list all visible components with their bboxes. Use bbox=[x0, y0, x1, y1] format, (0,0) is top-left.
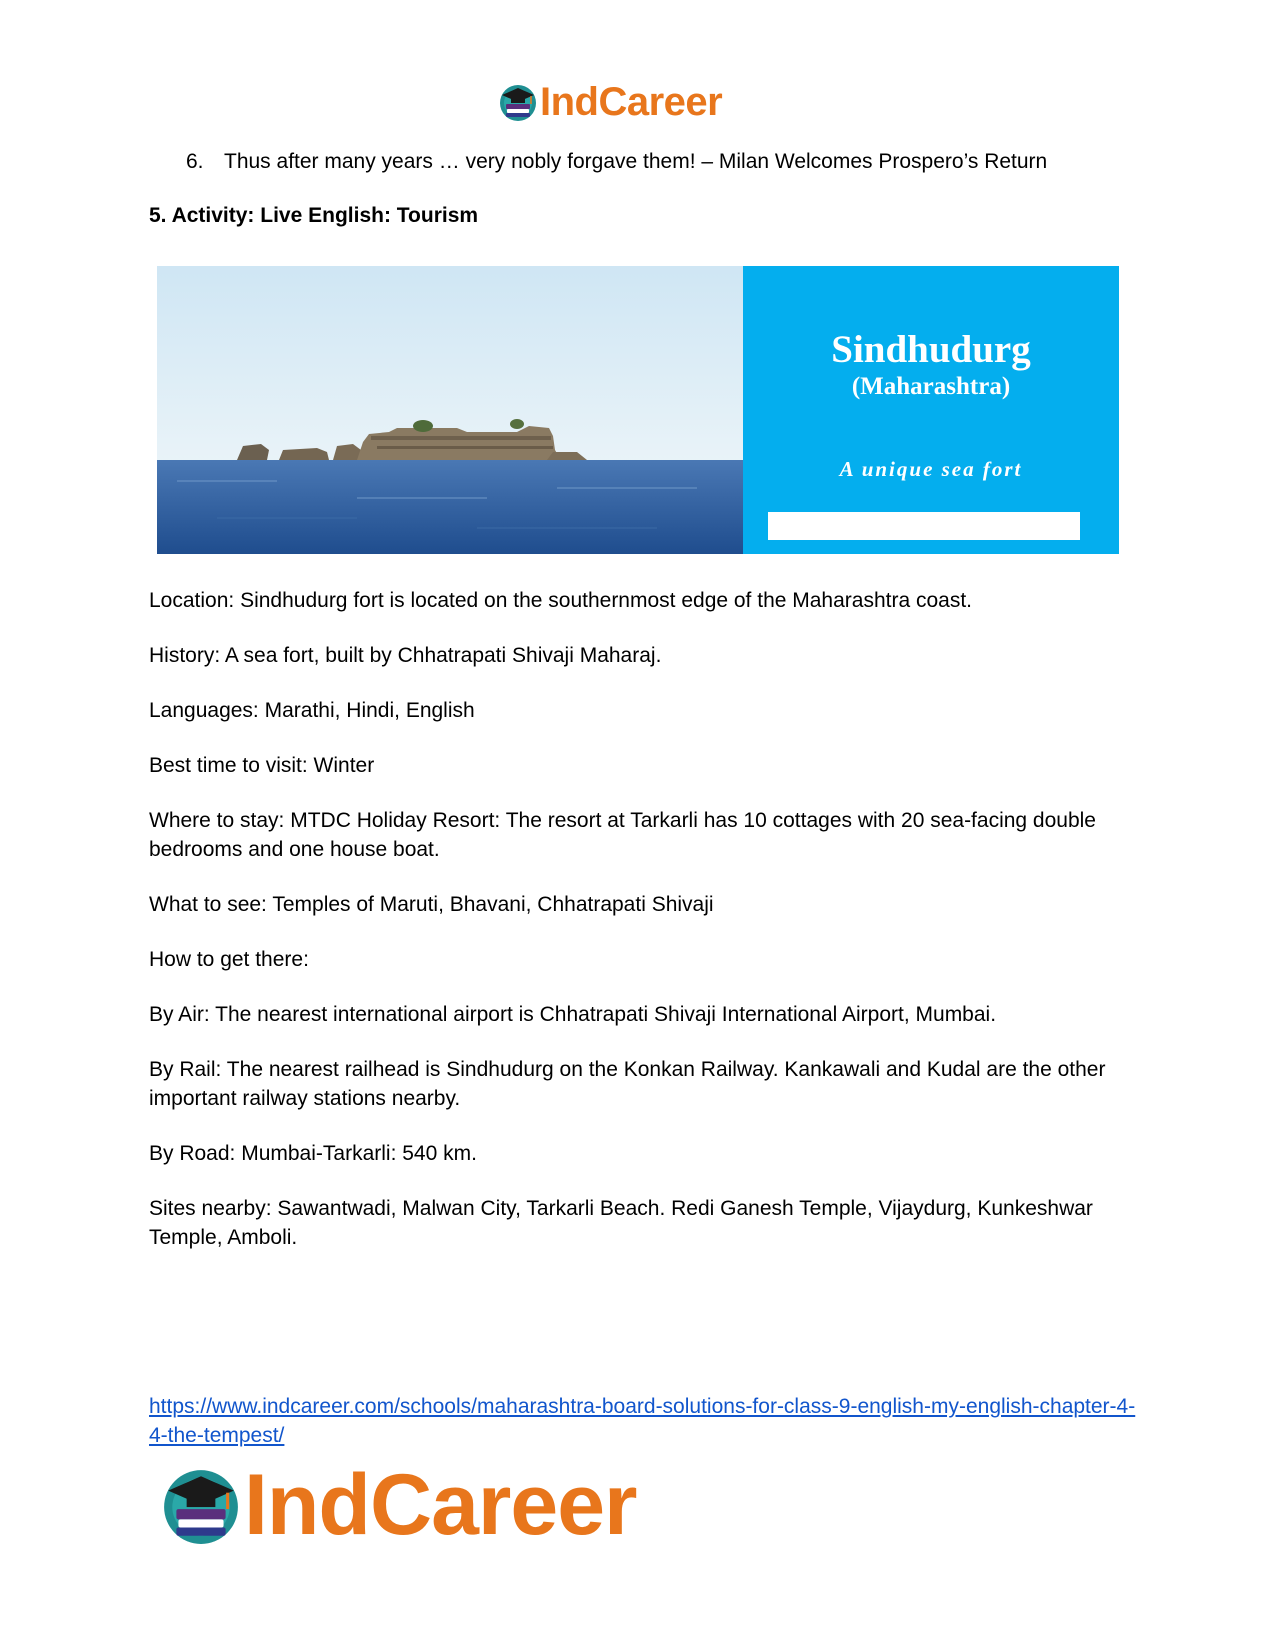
paragraph-location: Location: Sindhudurg fort is located on the southernmost edge of the Maharashtra coast. bbox=[149, 589, 973, 612]
banner-white-bar bbox=[768, 512, 1080, 540]
logo-wordmark: IndCareer bbox=[244, 1457, 637, 1553]
paragraph-how-to-get-there: How to get there: bbox=[149, 948, 309, 971]
list-item-number: 6. bbox=[186, 150, 204, 173]
logo-wordmark: IndCareer bbox=[540, 80, 723, 124]
list-item-text: Thus after many years … very nobly forgave them! – Milan Welcomes Prospero’s Return bbox=[224, 150, 1048, 173]
banner-title: Sindhudurg bbox=[831, 328, 1031, 371]
graduation-cap-books-icon bbox=[498, 82, 538, 122]
banner-panel bbox=[743, 266, 1119, 554]
source-link[interactable]: https://www.indcareer.com/schools/maharashtra-board-solutions-for-class-9-english-my-english-chapter-4-4-the-tempest/ bbox=[149, 1395, 1136, 1447]
paragraph-sites-nearby: Sites nearby: Sawantwadi, Malwan City, Tarkarli Beach. Redi Ganesh Temple, Vijaydurg, Kunkeshwar Temple, Amboli. bbox=[149, 1197, 1093, 1249]
tourism-details bbox=[149, 586, 1129, 1278]
paragraph-by-road: By Road: Mumbai-Tarkarli: 540 km. bbox=[149, 1142, 477, 1165]
paragraph-languages: Languages: Marathi, Hindi, English bbox=[149, 699, 475, 722]
banner-tagline: A unique sea fort bbox=[839, 457, 1023, 481]
footer-logo bbox=[160, 1457, 637, 1553]
paragraph-by-rail: By Rail: The nearest railhead is Sindhudurg on the Konkan Railway. Kankawali and Kudal are the other important railway stations nearby. bbox=[149, 1058, 1106, 1110]
banner-subtitle: (Maharashtra) bbox=[851, 373, 1011, 400]
paragraph-what-to-see: What to see: Temples of Maruti, Bhavani, Chhatrapati Shivaji bbox=[149, 893, 714, 916]
sea-fort-photo bbox=[157, 266, 743, 554]
paragraph-where-to-stay: Where to stay: MTDC Holiday Resort: The resort at Tarkarli has 10 cottages with 20 sea-facing double bedrooms and one house boat. bbox=[149, 809, 1096, 861]
paragraph-best-time: Best time to visit: Winter bbox=[149, 754, 375, 777]
list-item bbox=[186, 148, 1047, 176]
graduation-cap-books-icon bbox=[160, 1464, 242, 1546]
paragraph-history: History: A sea fort, built by Chhatrapati Shivaji Maharaj. bbox=[149, 644, 662, 667]
paragraph-by-air: By Air: The nearest international airport is Chhatrapati Shivaji International Airport, Mumbai. bbox=[149, 1003, 997, 1026]
tourism-banner bbox=[157, 266, 1119, 554]
section-heading: 5. Activity: Live English: Tourism bbox=[149, 204, 479, 227]
header-logo bbox=[498, 80, 722, 124]
